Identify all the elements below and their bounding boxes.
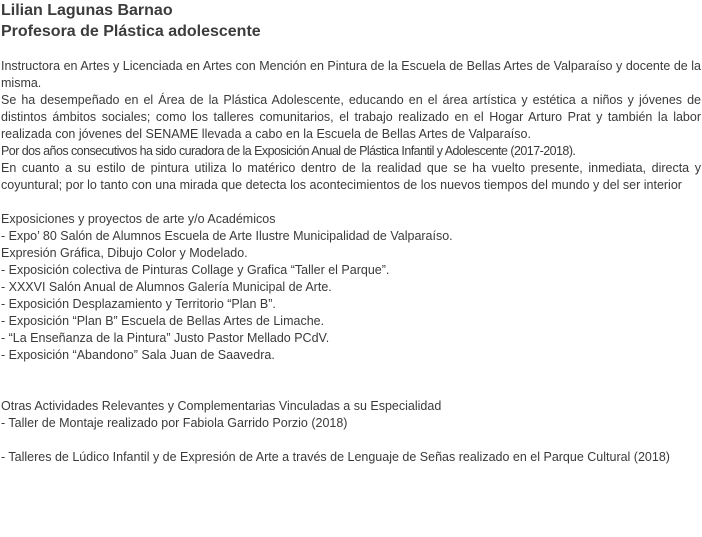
list-item: - XXXVI Salón Anual de Alumnos Galería Municipal de Arte. xyxy=(1,280,332,294)
list-item: - Exposición Desplazamiento y Territorio “Plan B”. xyxy=(1,297,276,311)
bio-paragraph: Por dos años consecutivos ha sido curadora de la Exposición Anual de Plástica Infantil y Adolescente (2017-2018). xyxy=(1,144,576,158)
bio-paragraph: En cuanto a su estilo de pintura utiliza lo matérico dentro de la realidad que se ha vuelto presente, inmediata, directa y coyuntural; por lo tanto con una mirada que detecta los acontecimientos de los nuevos tiempos del mundo y del ser interior xyxy=(1,161,701,192)
section-heading: Exposiciones y proyectos de arte y/o Académicos xyxy=(1,212,276,226)
other-activities-section xyxy=(1,398,701,466)
list-item: - “La Enseñanza de la Pintura” Justo Pastor Mellado PCdV. xyxy=(1,331,330,345)
bio-paragraph: Instructora en Artes y Licenciada en Artes con Mención en Pintura de la Escuela de Bellas Artes de Valparaíso y docente de la misma. xyxy=(1,59,701,90)
list-item: - Taller de Montaje realizado por Fabiola Garrido Porzio (2018) xyxy=(1,416,348,430)
list-item: - Exposición “Plan B” Escuela de Bellas Artes de Limache. xyxy=(1,314,325,328)
profile-header xyxy=(1,0,701,42)
list-item: - Exposición “Abandono” Sala Juan de Saavedra. xyxy=(1,348,275,362)
list-item: Expresión Gráfica, Dibujo Color y Modelado. xyxy=(1,246,248,260)
exhibitions-section xyxy=(1,211,701,364)
list-item: - Exposición colectiva de Pinturas Collage y Grafica “Taller el Parque”. xyxy=(1,263,390,277)
person-name: Lilian Lagunas Barnao xyxy=(1,2,173,19)
person-role: Profesora de Plástica adolescente xyxy=(1,23,261,40)
list-item: - Talleres de Lúdico Infantil y de Expresión de Arte a través de Lenguaje de Señas realizado en el Parque Cultural (2018) xyxy=(1,450,670,464)
list-item: - Expo’ 80 Salón de Alumnos Escuela de Arte Ilustre Municipalidad de Valparaíso. xyxy=(1,229,453,243)
section-heading: Otras Actividades Relevantes y Complementarias Vinculadas a su Especialidad xyxy=(1,399,442,413)
biography xyxy=(1,58,701,194)
bio-paragraph: Se ha desempeñado en el Área de la Plástica Adolescente, educando en el área artística y estética a niños y jóvenes de distintos ámbitos sociales; como los talleres comunitarios, el trabajo realizado en el Hogar Arturo Prat y también la labor realizada con jóvenes del SENAME llevada a cabo en la Escuela de Bellas Artes de Valparaíso. xyxy=(1,93,701,141)
